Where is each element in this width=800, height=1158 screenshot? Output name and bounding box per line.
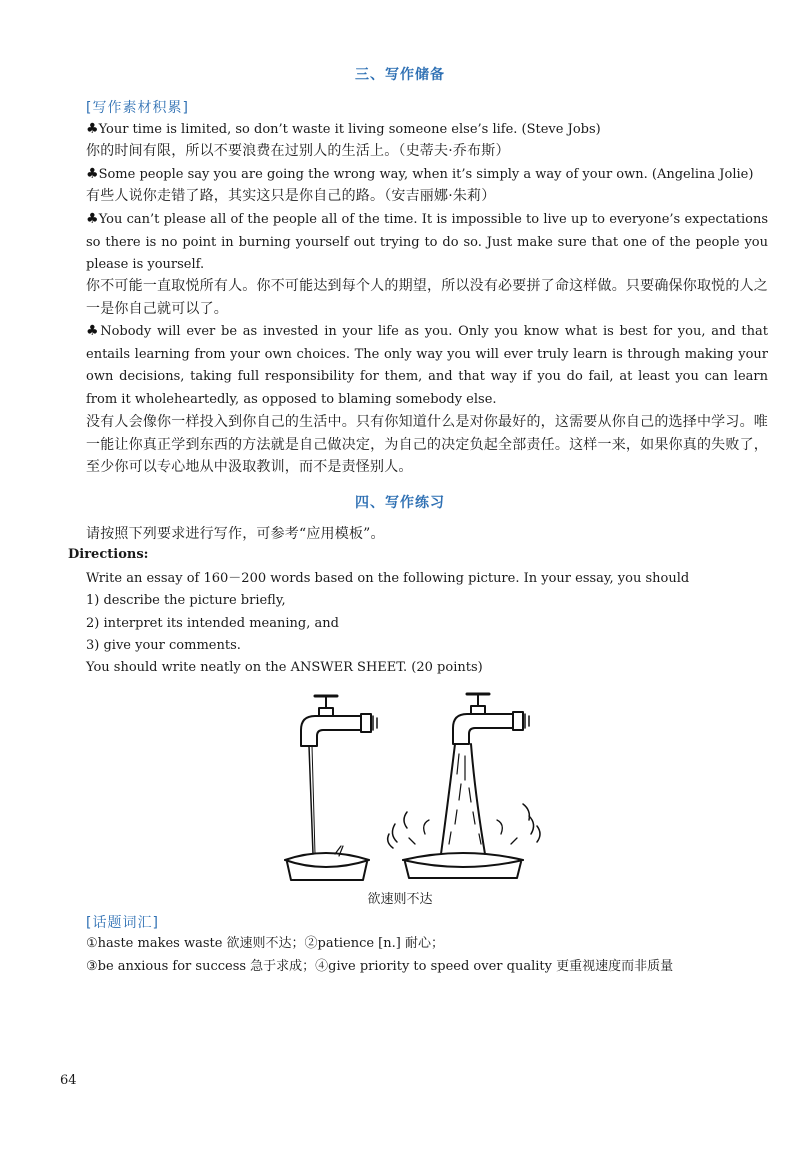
directions-line-1: Write an essay of 160－200 words based on the following picture. In your essay, you should	[86, 571, 690, 586]
directions-line-4: 3) give your comments.	[86, 638, 241, 653]
club-icon: ♣	[86, 323, 101, 339]
vocab-line-2: ③be anxious for success 急于求成；④give priority to speed over quality 更重视速度而非质量	[86, 959, 674, 974]
directions-label: Directions:	[68, 547, 149, 562]
quote-1-cn: 你的时间有限，所以不要浪费在过别人的生活上。（史蒂夫·乔布斯）	[86, 143, 510, 159]
material-tag: [写作素材积累]	[86, 100, 189, 116]
directions-line-2: 1) describe the picture briefly,	[86, 593, 286, 608]
illustration-caption: 欲速则不达	[367, 892, 433, 907]
quote-3-en: ♣You can’t please all of the people all of the time. It is impossible to live up to everyone’s expectations so there is no point in burning yourself out trying to do so. Just make sure that one of the people you please is yourself.	[86, 211, 768, 272]
directions-line-5: You should write neatly on the ANSWER SHEET. (20 points)	[86, 660, 483, 675]
quote-1-en: ♣Your time is limited, so don’t waste it living someone else’s life. (Steve Jobs)	[86, 121, 601, 137]
club-icon: ♣	[86, 211, 99, 227]
directions-line-3: 2) interpret its intended meaning, and	[86, 616, 339, 631]
section-3-heading: 三、写作储备	[355, 67, 445, 83]
quote-3-cn: 你不可能一直取悦所有人。你不可能达到每个人的期望，所以没有必要拼了命这样做。只要确保你取悦的人之一是你自己就可以了。	[86, 278, 768, 317]
club-icon: ♣	[86, 166, 99, 182]
section-4-heading: 四、写作练习	[355, 495, 445, 511]
faucet-illustration	[275, 684, 575, 884]
quote-2-cn: 有些人说你走错了路，其实这只是你自己的路。（安吉丽娜·朱莉）	[86, 188, 496, 204]
vocab-tag: [话题词汇]	[86, 915, 159, 931]
fast-faucet-icon	[388, 694, 540, 878]
slow-faucet-icon	[285, 696, 377, 880]
quote-4-cn: 没有人会像你一样投入到你自己的生活中。只有你知道什么是对你最好的，这需要从你自己的选择中学习。唯一能让你真正学到东西的方法就是自己做决定，为自己的决定负起全部责任。这样一来，如果你真的失败了，至少你可以专心地从中汲取教训，而不是责怪别人。	[86, 414, 768, 475]
quote-2-en: ♣Some people say you are going the wrong way, when it’s simply a way of your own. (Angelina Jolie)	[86, 166, 754, 182]
quote-4-en: ♣Nobody will ever be as invested in your life as you. Only you know what is best for you, and that entails learning from your own choices. The only way you will ever truly learn is through making your own decisions, taking full responsibility for them, and that way if you do fail, at least you can learn from it wholeheartedly, as opposed to blaming somebody else.	[86, 323, 768, 407]
vocab-line-1: ①haste makes waste 欲速则不达；②patience [n.] 耐心；	[86, 936, 444, 951]
club-icon: ♣	[86, 121, 99, 137]
page-number: 64	[60, 1073, 77, 1088]
writing-instruction: 请按照下列要求进行写作，可参考“应用模板”。	[86, 526, 385, 542]
